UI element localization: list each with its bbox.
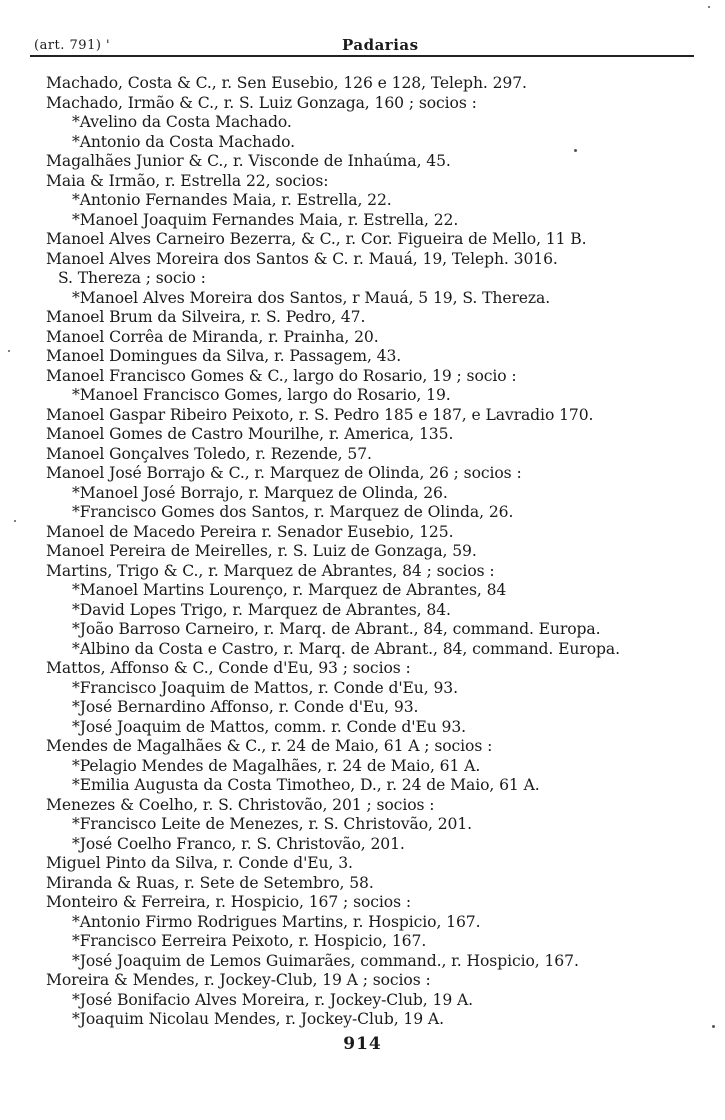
business-entry: Manoel Gonçalves Toledo, r. Rezende, 57.: [46, 444, 372, 463]
business-entry: Maia & Irmão, r. Estrella 22, socios:: [46, 171, 329, 190]
partner-entry: *Francisco Eerreira Peixoto, r. Hospicio, 167.: [72, 932, 427, 950]
partner-entry: *Manoel Joaquim Fernandes Maia, r. Estrella, 22.: [72, 210, 459, 229]
business-entry: Monteiro & Ferreira, r. Hospicio, 167 ; socios :: [46, 893, 411, 911]
business-entry: Manoel Alves Carneiro Bezerra, & C., r. Cor. Figueira de Mello, 11 B.: [46, 230, 587, 248]
partner-entry: *João Barroso Carneiro, r. Marq. de Abrant., 84, command. Europa.: [72, 620, 601, 638]
partner-entry: *Pelagio Mendes de Magalhães, r. 24 de Maio, 61 A.: [72, 756, 481, 775]
partner-entry: *Manoel Martins Lourenço, r. Marquez de Abrantes, 84: [72, 581, 507, 599]
partner-entry: *Francisco Gomes dos Santos, r. Marquez de Olinda, 26.: [72, 503, 514, 521]
margin-speck: [8, 350, 10, 352]
business-entry: Menezes & Coelho, r. S. Christovão, 201 ; socios :: [46, 795, 435, 814]
partner-entry: *Francisco Joaquim de Mattos, r. Conde d'Eu, 93.: [72, 678, 458, 697]
partner-entry: *Emilia Augusta da Costa Timotheo, D., r. 24 de Maio, 61 A.: [72, 776, 540, 794]
business-entry: Moreira & Mendes, r. Jockey-Club, 19 A ; socios :: [46, 971, 431, 989]
business-entry: Mendes de Magalhães & C., r. 24 de Maio, 61 A ; socios :: [46, 737, 493, 755]
business-entry: Machado, Irmão & C., r. S. Luiz Gonzaga, 160 ; socios :: [46, 93, 477, 112]
partner-entry: *Albino da Costa e Castro, r. Marq. de Abrant., 84, command. Europa.: [72, 639, 620, 658]
partner-entry: *Manoel Francisco Gomes, largo do Rosario, 19.: [72, 386, 451, 404]
business-entry: Miguel Pinto da Silva, r. Conde d'Eu, 3.: [46, 854, 353, 872]
business-entry: Machado, Costa & C., r. Sen Eusebio, 126 e 128, Teleph. 297.: [46, 74, 527, 92]
partner-entry: *José Bonifacio Alves Moreira, r. Jockey-Club, 19 A.: [72, 990, 474, 1009]
partner-entry: *Francisco Leite de Menezes, r. S. Christovão, 201.: [72, 815, 473, 833]
page-header: [30, 34, 694, 56]
partner-entry: *José Joaquim de Lemos Guimarães, command., r. Hospicio, 167.: [72, 951, 579, 970]
business-entry: Manoel Francisco Gomes & C., largo do Rosario, 19 ; socio :: [46, 366, 517, 385]
business-entry: Martins, Trigo & C., r. Marquez de Abrantes, 84 ; socios :: [46, 561, 495, 580]
partner-entry: *Avelino da Costa Machado.: [72, 113, 292, 131]
header-rule: [30, 55, 694, 57]
margin-speck: [712, 1025, 715, 1028]
business-entry: Manoel Corrêa de Miranda, r. Prainha, 20.: [46, 327, 379, 346]
partner-entry: *Manoel José Borrajo, r. Marquez de Olinda, 26.: [72, 483, 448, 502]
business-entry: Manoel José Borrajo & C., r. Marquez de Olinda, 26 ; socios :: [46, 464, 522, 482]
partner-entry: *Joaquim Nicolau Mendes, r. Jockey-Club, 19 A.: [72, 1010, 444, 1028]
article-reference: (art. 791) ': [34, 38, 111, 53]
partner-entry: *Manoel Alves Moreira dos Santos, r Mauá, 5 19, S. Thereza.: [72, 288, 551, 307]
margin-speck: [14, 520, 16, 522]
business-entry: Manoel Alves Moreira dos Santos & C. r. Mauá, 19, Teleph. 3016.: [46, 249, 558, 268]
business-entry: Miranda & Ruas, r. Sete de Setembro, 58.: [46, 873, 374, 892]
partner-entry: *Antonio Fernandes Maia, r. Estrella, 22.: [72, 191, 392, 209]
page-number: 914: [343, 1034, 382, 1054]
partner-entry: *José Joaquim de Mattos, comm. r. Conde d'Eu 93.: [72, 717, 467, 736]
entry-continuation: S. Thereza ; socio :: [58, 269, 206, 287]
business-entry: Manoel Brum da Silveira, r. S. Pedro, 47.: [46, 308, 366, 326]
section-title: Padarias: [342, 36, 419, 54]
business-entry: Manoel Domingues da Silva, r. Passagem, 43.: [46, 347, 402, 365]
partner-entry: *Antonio Firmo Rodrigues Martins, r. Hospicio, 167.: [72, 912, 481, 931]
margin-speck: [574, 149, 577, 152]
business-entry: Manoel Gomes de Castro Mourilhe, r. America, 135.: [46, 425, 454, 443]
margin-speck: [708, 6, 710, 8]
directory-entries: [0, 74, 725, 1030]
partner-entry: *José Bernardino Affonso, r. Conde d'Eu, 93.: [72, 698, 419, 716]
business-entry: Manoel Pereira de Meirelles, r. S. Luiz de Gonzaga, 59.: [46, 542, 477, 560]
partner-entry: *David Lopes Trigo, r. Marquez de Abrantes, 84.: [72, 600, 451, 619]
partner-entry: *Antonio da Costa Machado.: [72, 132, 295, 151]
business-entry: Magalhães Junior & C., r. Visconde de Inhaúma, 45.: [46, 152, 451, 170]
business-entry: Manoel de Macedo Pereira r. Senador Eusebio, 125.: [46, 522, 454, 541]
partner-entry: *José Coelho Franco, r. S. Christovão, 201.: [72, 834, 405, 853]
business-entry: Manoel Gaspar Ribeiro Peixoto, r. S. Pedro 185 e 187, e Lavradio 170.: [46, 405, 594, 424]
business-entry: Mattos, Affonso & C., Conde d'Eu, 93 ; socios :: [46, 659, 411, 677]
